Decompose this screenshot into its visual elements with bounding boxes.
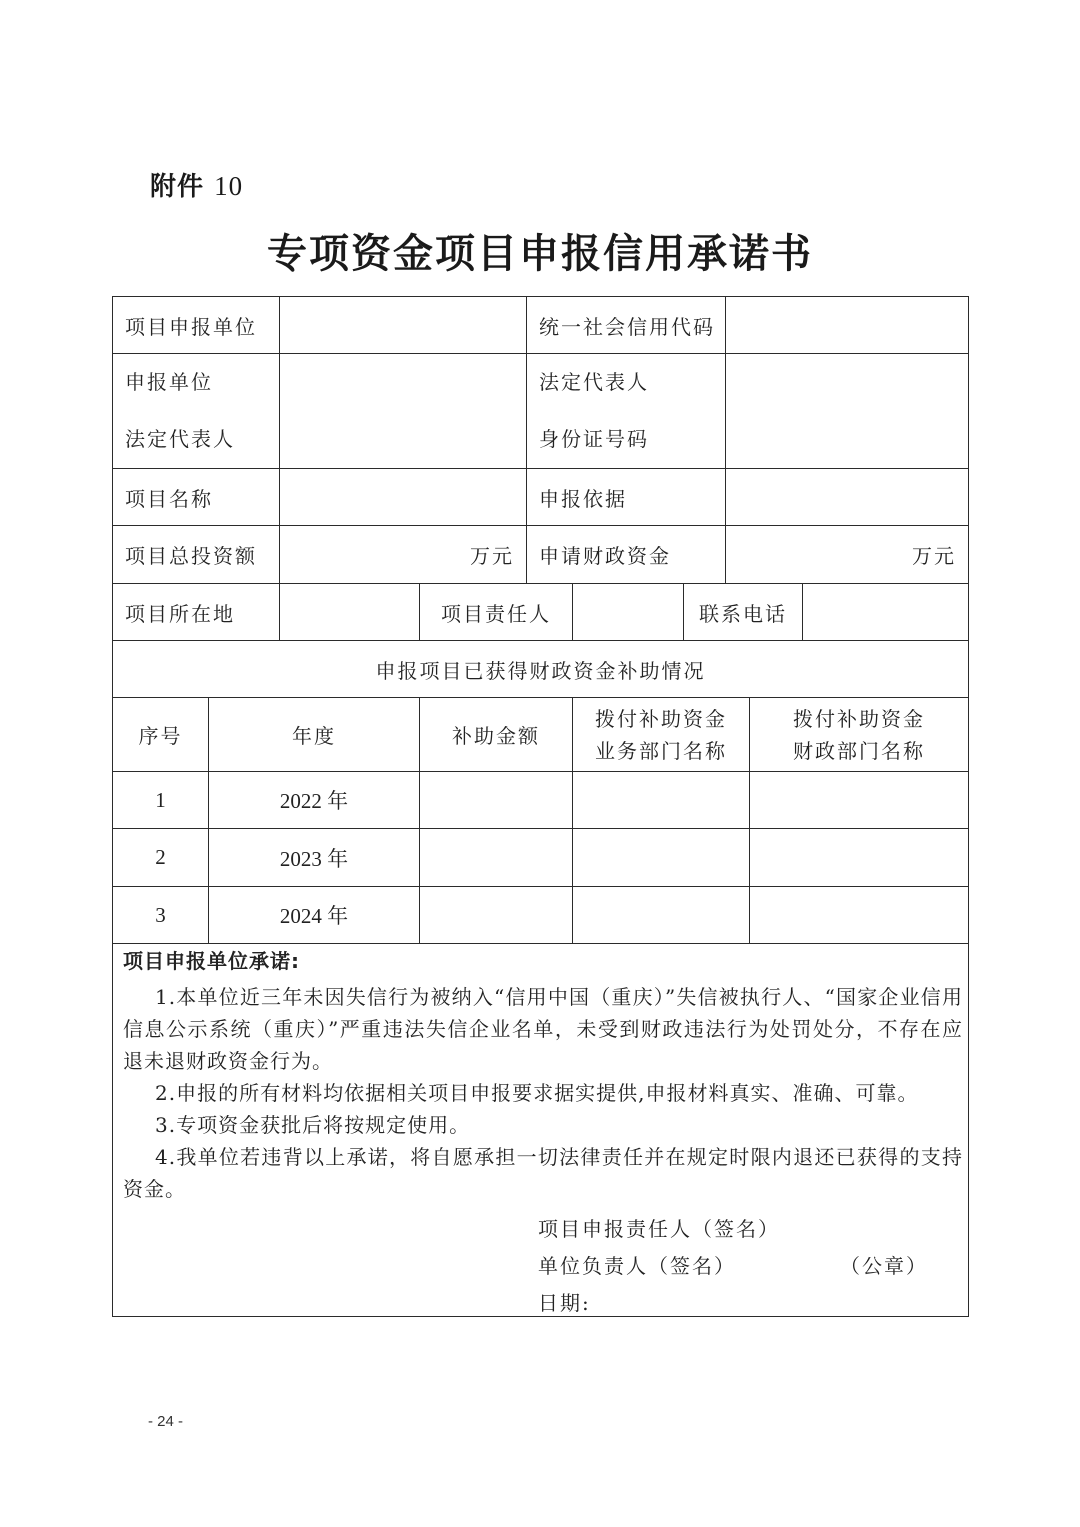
pledge-item: 3.专项资金获批后将按规定使用。 — [155, 1113, 471, 1137]
unit-label: 项目申报单位 — [125, 314, 257, 339]
subsidy-row-year: 2024 年 — [279, 904, 349, 928]
unit-head-signature[interactable]: 单位负责人（签名） — [538, 1254, 736, 1278]
phone-label: 联系电话 — [699, 601, 787, 626]
subsidy-section-title: 申报项目已获得财政资金补助情况 — [375, 658, 706, 683]
project-name-label: 项目名称 — [125, 486, 213, 511]
finance-dept-header-line-1: 拨付补助资金 — [793, 706, 925, 731]
location-field[interactable] — [280, 584, 419, 640]
attachment-label — [150, 166, 243, 203]
pledge-items — [123, 981, 963, 1205]
subsidy-row-amount-field[interactable] — [420, 829, 572, 886]
subsidy-row-amount-field[interactable] — [420, 887, 572, 943]
responsible-field[interactable] — [573, 584, 683, 640]
year-header: 年度 — [292, 724, 336, 748]
page-number: - 24 - — [148, 1413, 184, 1430]
subsidy-row-seq: 1 — [155, 787, 166, 812]
fiscal-request-field[interactable] — [726, 526, 968, 583]
applicant-label-line-2: 法定代表人 — [125, 427, 235, 451]
subsidy-row-finance-dept-field[interactable] — [750, 772, 968, 828]
subsidy-row-business-dept-field[interactable] — [573, 772, 749, 828]
seq-header: 序号 — [138, 724, 183, 748]
table-rule — [112, 943, 969, 944]
project-name-field[interactable] — [280, 469, 526, 525]
date-field[interactable]: 日期: — [538, 1291, 591, 1315]
subsidy-row-seq: 3 — [155, 902, 166, 927]
legal-rep-id-label — [527, 354, 725, 468]
pledge-item: 1.本单位近三年未因失信行为被纳入“信用中国（重庆）”失信被执行人、“国家企业信用信息公示系统（重庆）”严重违法失信企业名单，未受到财政违法行为处罚处分，不存在应退未退财政资金行为。 — [123, 985, 963, 1073]
finance-dept-header-line-2: 财政部门名称 — [793, 738, 925, 763]
business-dept-header — [573, 698, 749, 771]
page-title: 专项资金项目申报信用承诺书 — [267, 231, 813, 277]
pledge-item: 4.我单位若违背以上承诺，将自愿承担一切法律责任并在规定时限内退还已获得的支持资金。 — [123, 1145, 963, 1201]
subsidy-row-business-dept-field[interactable] — [573, 887, 749, 943]
total-investment-label: 项目总投资额 — [125, 544, 257, 568]
location-label: 项目所在地 — [125, 601, 235, 626]
phone-field[interactable] — [803, 584, 968, 640]
table-border-right — [968, 296, 969, 1317]
pledge-heading: 项目申报单位承诺: — [123, 949, 300, 973]
legal-rep-id-field[interactable] — [726, 354, 968, 468]
basis-label: 申报依据 — [539, 486, 627, 511]
attachment-label-text: 附件 — [150, 172, 205, 202]
subsidy-row-seq: 2 — [155, 845, 166, 869]
project-responsible-signature[interactable]: 项目申报责任人（签名） — [538, 1217, 780, 1241]
total-investment-unit: 万元 — [470, 544, 514, 568]
pledge-item: 2.申报的所有材料均依据相关项目申报要求据实提供,申报材料真实、准确、可靠。 — [155, 1081, 919, 1105]
finance-dept-header — [750, 698, 968, 771]
responsible-label: 项目责任人 — [441, 601, 551, 626]
credit-code-field[interactable] — [726, 297, 968, 353]
subsidy-row-year: 2022 年 — [279, 789, 349, 813]
subsidy-row-year: 2023 年 — [279, 846, 349, 871]
subsidy-row-finance-dept-field[interactable] — [750, 887, 968, 943]
official-seal: （公章） — [840, 1254, 928, 1278]
total-investment-field[interactable] — [280, 526, 526, 583]
legal-rep-label: 法定代表人 — [539, 370, 649, 394]
unit-field[interactable] — [280, 297, 526, 353]
fiscal-request-unit: 万元 — [912, 544, 956, 568]
applicant-legal-rep-label — [113, 354, 279, 468]
subsidy-row-finance-dept-field[interactable] — [750, 829, 968, 886]
applicant-label-line-1: 申报单位 — [125, 370, 213, 394]
table-border-bottom — [112, 1316, 969, 1317]
subsidy-row-amount-field[interactable] — [420, 772, 572, 828]
attachment-number: 10 — [214, 171, 244, 201]
basis-field[interactable] — [726, 469, 968, 525]
credit-code-label: 统一社会信用代码 — [539, 314, 715, 339]
id-number-label: 身份证号码 — [539, 427, 649, 451]
subsidy-row-business-dept-field[interactable] — [573, 829, 749, 886]
business-dept-header-line-2: 业务部门名称 — [595, 738, 727, 763]
amount-header: 补助金额 — [452, 724, 540, 748]
fiscal-request-label: 申请财政资金 — [539, 544, 671, 568]
business-dept-header-line-1: 拨付补助资金 — [595, 706, 727, 731]
applicant-legal-rep-field[interactable] — [280, 354, 526, 468]
